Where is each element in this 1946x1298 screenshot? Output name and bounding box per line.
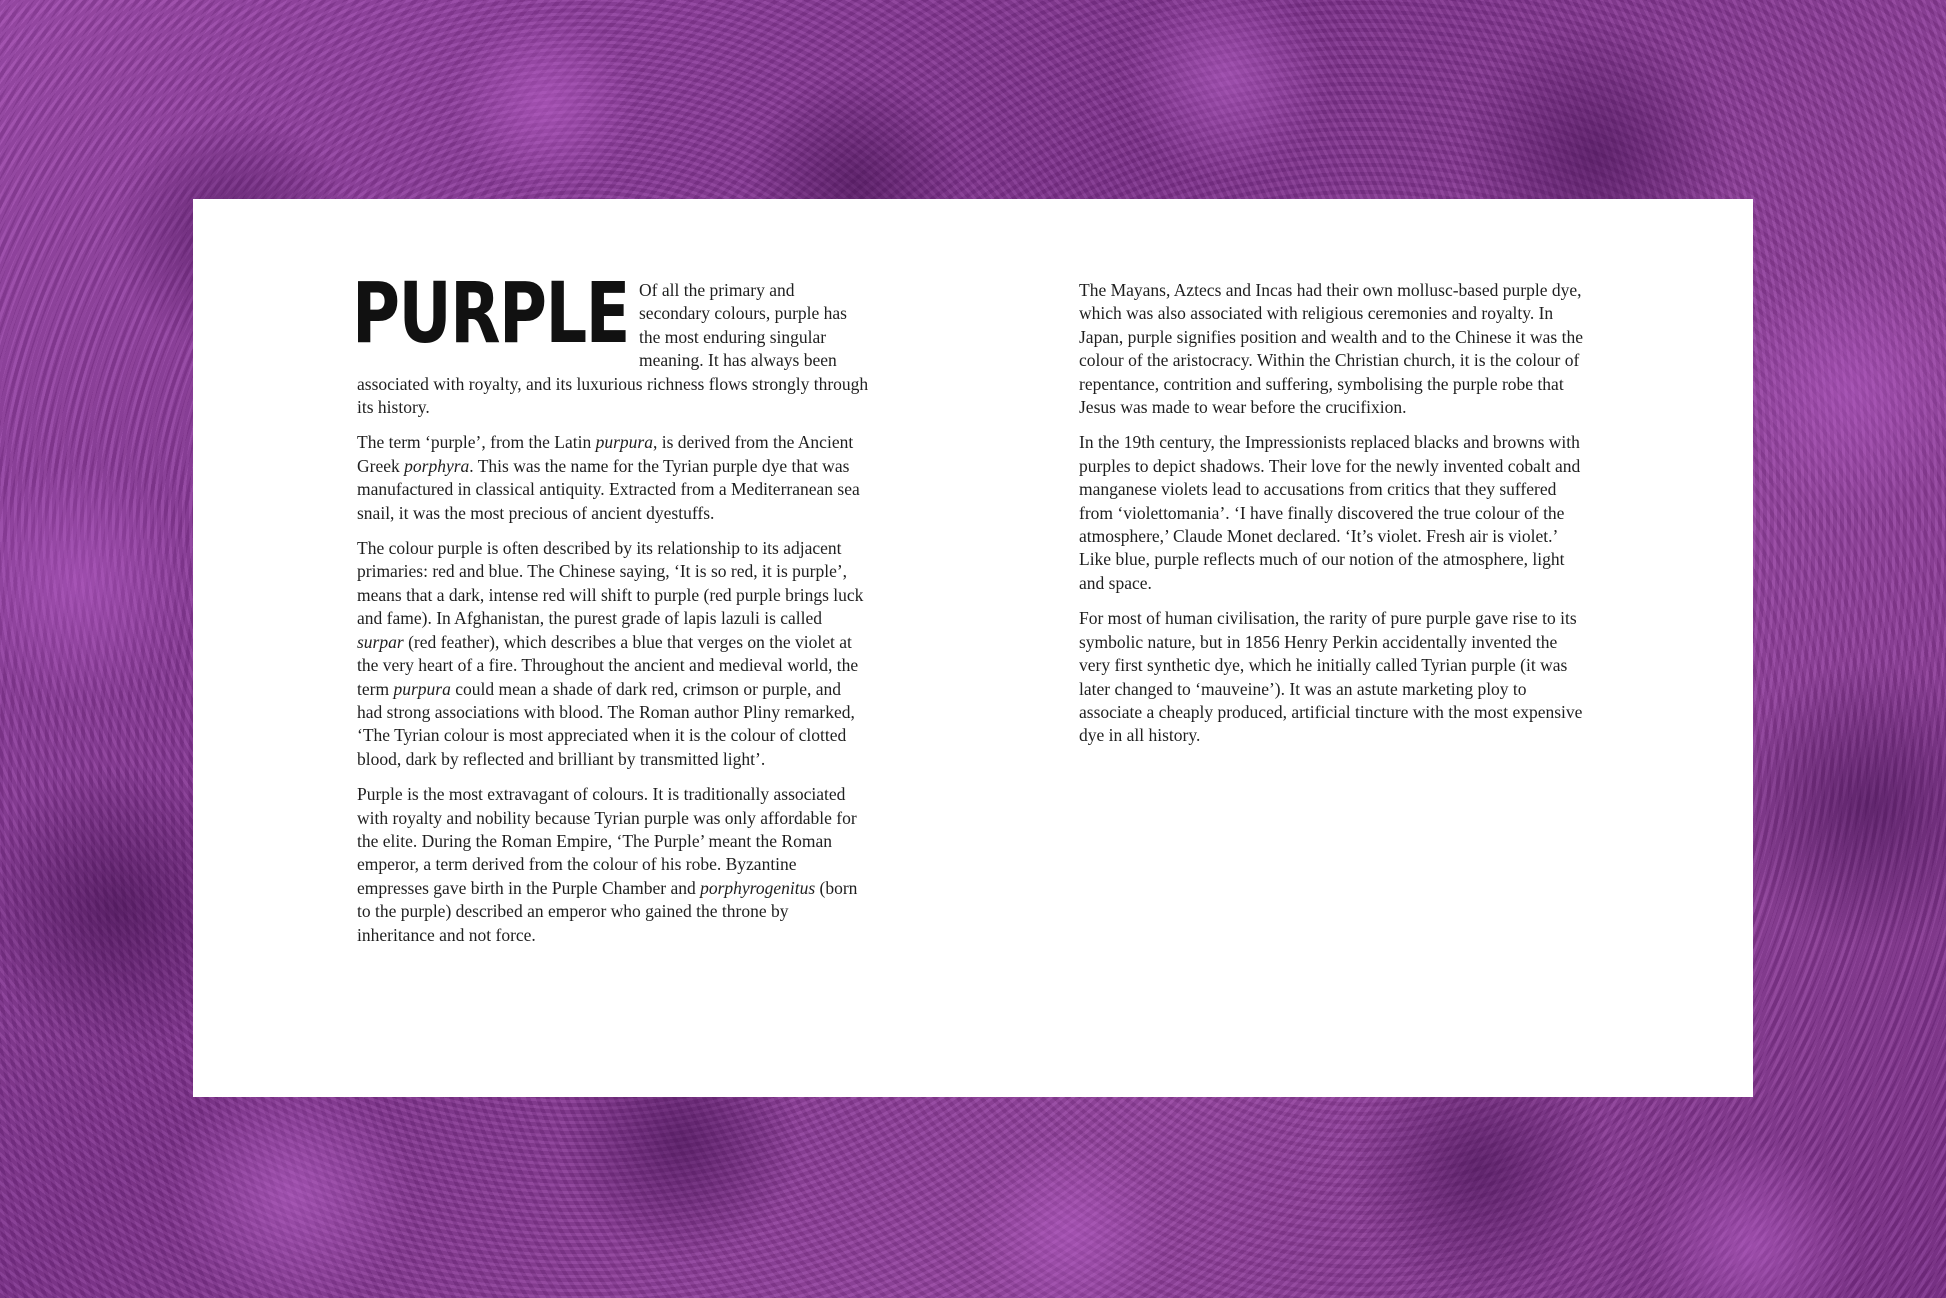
text-panel (193, 199, 1753, 1097)
paragraph-text: The term ‘purple’, from the Latin (357, 432, 596, 453)
paragraph-text: . This was the name for the Tyrian purple dye that was manufactured in classical antiquity. Extracted from a Mediterranean sea snail, it was the most precious of ancient dyestuffs. (357, 455, 860, 523)
intro-paragraph: Of all the primary and secondary colours, purple has the most enduring singular meaning. It has always been associated with royalty, and its luxurious richness flows strongly through its history. (357, 280, 869, 418)
paragraph-text: Purple is the most extravagant of colours. It is traditionally associated with royalty and nobility because Tyrian purple was only affordable for the elite. During the Roman Empire, ‘The Purple’ meant the Roman emperor, a term derived from the colour of his robe. Byzantine empresses gave birth in the Purple Chamber and (357, 784, 857, 898)
paragraph-americas: The Mayans, Aztecs and Incas had their own mollusc-based purple dye, which was also associated with religious ceremonies and royalty. In Japan, purple signifies position and wealth and to the Chinese it was the colour of the aristocracy. Within the Christian church, it is the colour of repentance, contrition and suffering, symbolising the purple robe that Jesus was made to wear before the crucifixion. (1079, 280, 1583, 418)
paragraph-text: could mean a shade of dark red, crimson or purple, and had strong associations with blood. The Roman author Pliny remarked, ‘The Tyrian colour is most appreciated when it is the colour of clotted blood, dark by reflected and brilliant by transmitted light’. (357, 678, 855, 769)
paragraph-text: (red feather), which describes a blue that verges on the violet at the very heart of a fire. Throughout the ancient and medieval world, the term (357, 631, 859, 699)
paragraph-etymology (357, 431, 869, 525)
italic-term: purpura (595, 432, 653, 453)
title-block (352, 264, 639, 362)
italic-term: porphyrogenitus (700, 877, 816, 898)
right-column (1079, 279, 1591, 760)
paragraph-primaries (357, 537, 869, 771)
paragraph-text: The colour purple is often described by its relationship to its adjacent primaries: red and blue. The Chinese saying, ‘It is so red, it is purple’, means that a dark, intense red will shift to purple (red purple brings luck and fame). In Afghanistan, the purest grade of lapis lazuli is called (357, 538, 864, 629)
left-column (352, 264, 869, 959)
paragraph-perkin: For most of human civilisation, the rarity of pure purple gave rise to its symbolic nature, but in 1856 Henry Perkin accidentally invented the very first synthetic dye, which he initially called Tyrian purple (it was later changed to ‘mauveine’). It was an astute marketing ploy to associate a cheaply produced, artificial tincture with the most expensive dye in all history. (1079, 608, 1583, 746)
page-title: PURPLE (352, 264, 629, 362)
italic-term: surpar (357, 631, 404, 652)
italic-term: porphyra (404, 455, 470, 476)
italic-term: purpura (393, 678, 451, 699)
paragraph-text: , is derived from the Ancient Greek (357, 432, 854, 476)
paragraph-text: (born to the purple) described an emperor who gained the throne by inheritance and not force. (357, 877, 858, 945)
paragraph-royalty (357, 783, 869, 947)
paragraph-impressionists: In the 19th century, the Impressionists replaced blacks and browns with purples to depict shadows. Their love for the newly invented cobalt and manganese violets lead to accusations from critics that they suffered from ‘violettomania’. ‘I have finally discovered the true colour of the atmosphere,’ Claude Monet declared. ‘It’s violet. Fresh air is violet.’ Like blue, purple reflects much of our notion of the atmosphere, light and space. (1079, 432, 1581, 593)
